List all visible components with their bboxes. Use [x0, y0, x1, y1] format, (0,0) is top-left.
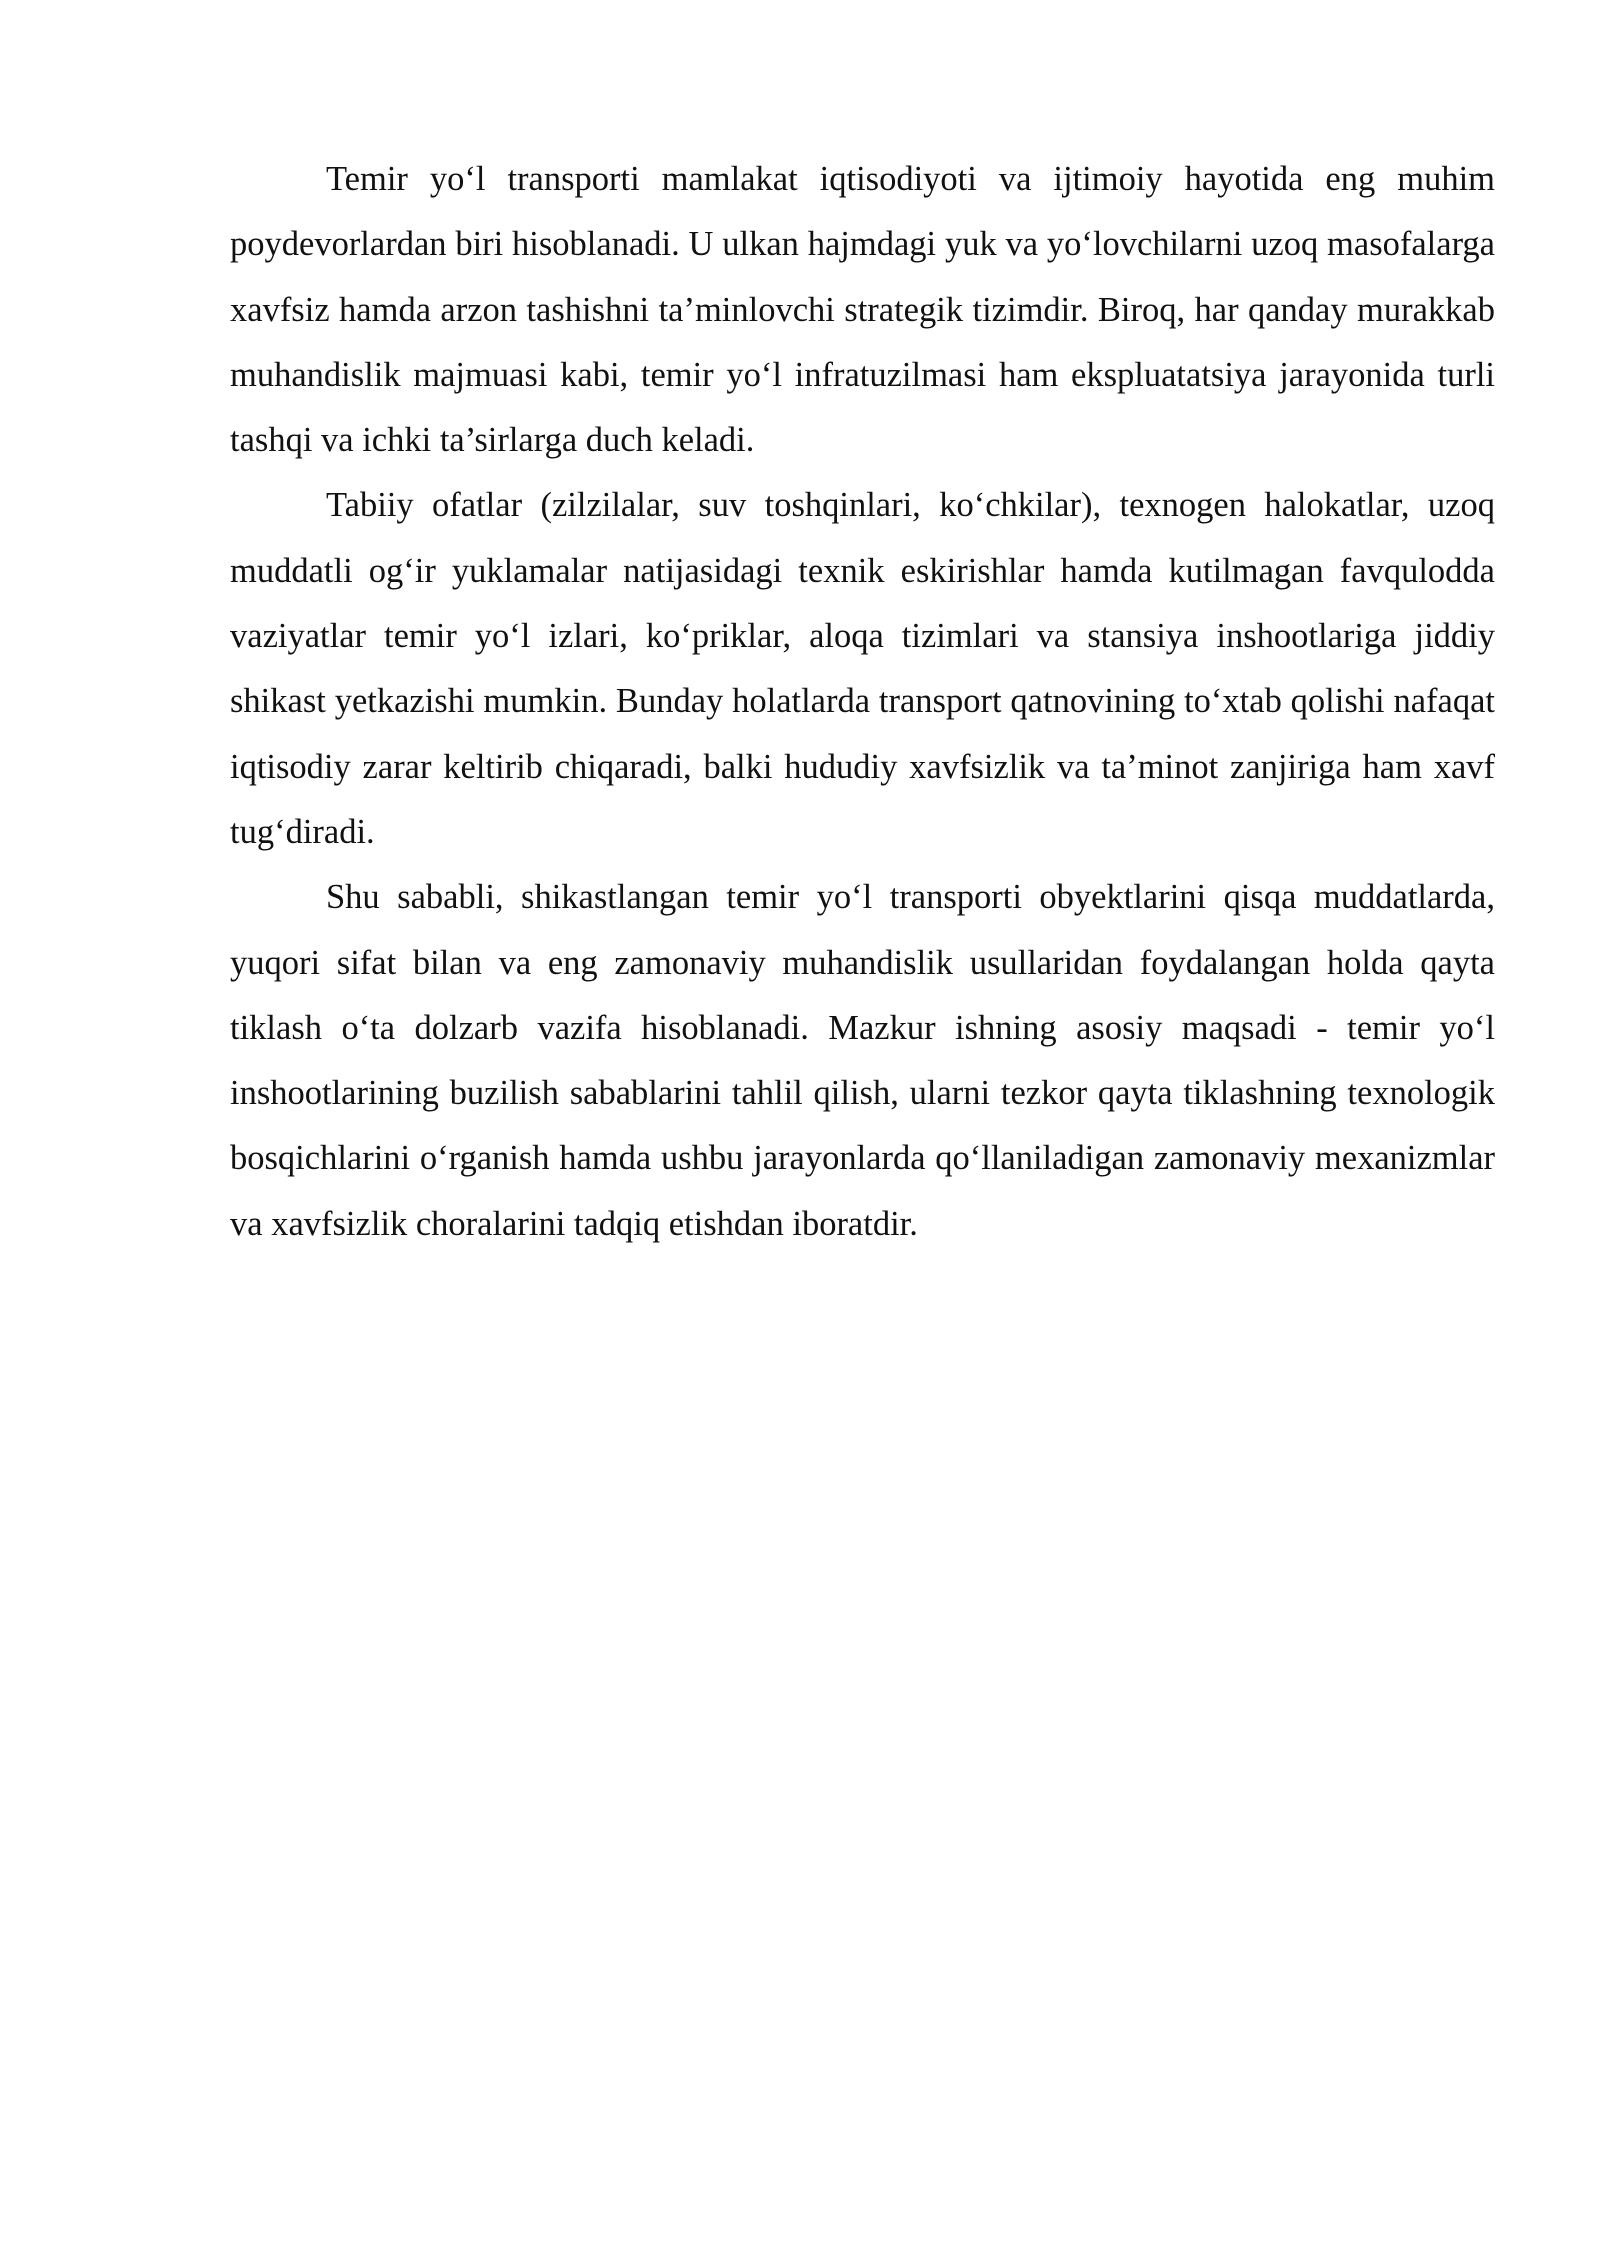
document-body [230, 147, 1495, 1257]
paragraph-objective: Shu sababli, shikastlangan temir yo‘l transporti obyektlarini qisqa muddatlarda, yuqori sifat bilan va eng zamonaviy muhandislik usullaridan foydalangan holda qayta tiklash o‘ta dolzarb vazifa hisoblanadi. Mazkur ishning asosiy maqsadi - temir yo‘l inshootlarining buzilish sabablarini tahlil qilish, ularni tezkor qayta tiklashning texnologik bosqichlarini o‘rganish hamda ushbu jarayonlarda qo‘llaniladigan zamonaviy mexanizmlar va xavfsizlik choralarini tadqiq etishdan iboratdir. [230, 878, 1495, 1243]
paragraph-hazards: Tabiiy ofatlar (zilzilalar, suv toshqinlari, ko‘chkilar), texnogen halokatlar, uzoq muddatli og‘ir yuklamalar natijasidagi texnik eskirishlar hamda kutilmagan favqulodda vaziyatlar temir yo‘l izlari, ko‘priklar, aloqa tizimlari va stansiya inshootlariga jiddiy shikast yetkazishi mumkin. Bunday holatlarda transport qatnovining to‘xtab qolishi nafaqat iqtisodiy zarar keltirib chiqaradi, balki hududiy xavfsizlik va ta’minot zanjiriga ham xavf tug‘diradi. [230, 486, 1495, 851]
paragraph-intro: Temir yo‘l transporti mamlakat iqtisodiyoti va ijtimoiy hayotida eng muhim poydevorlardan biri hisoblanadi. U ulkan hajmdagi yuk va yo‘lovchilarni uzoq masofalarga xavfsiz hamda arzon tashishni ta’minlovchi strategik tizimdir. Biroq, har qanday murakkab muhandislik majmuasi kabi, temir yo‘l infratuzilmasi ham ekspluatatsiya jarayonida turli tashqi va ichki ta’sirlarga duch keladi. [230, 160, 1495, 460]
